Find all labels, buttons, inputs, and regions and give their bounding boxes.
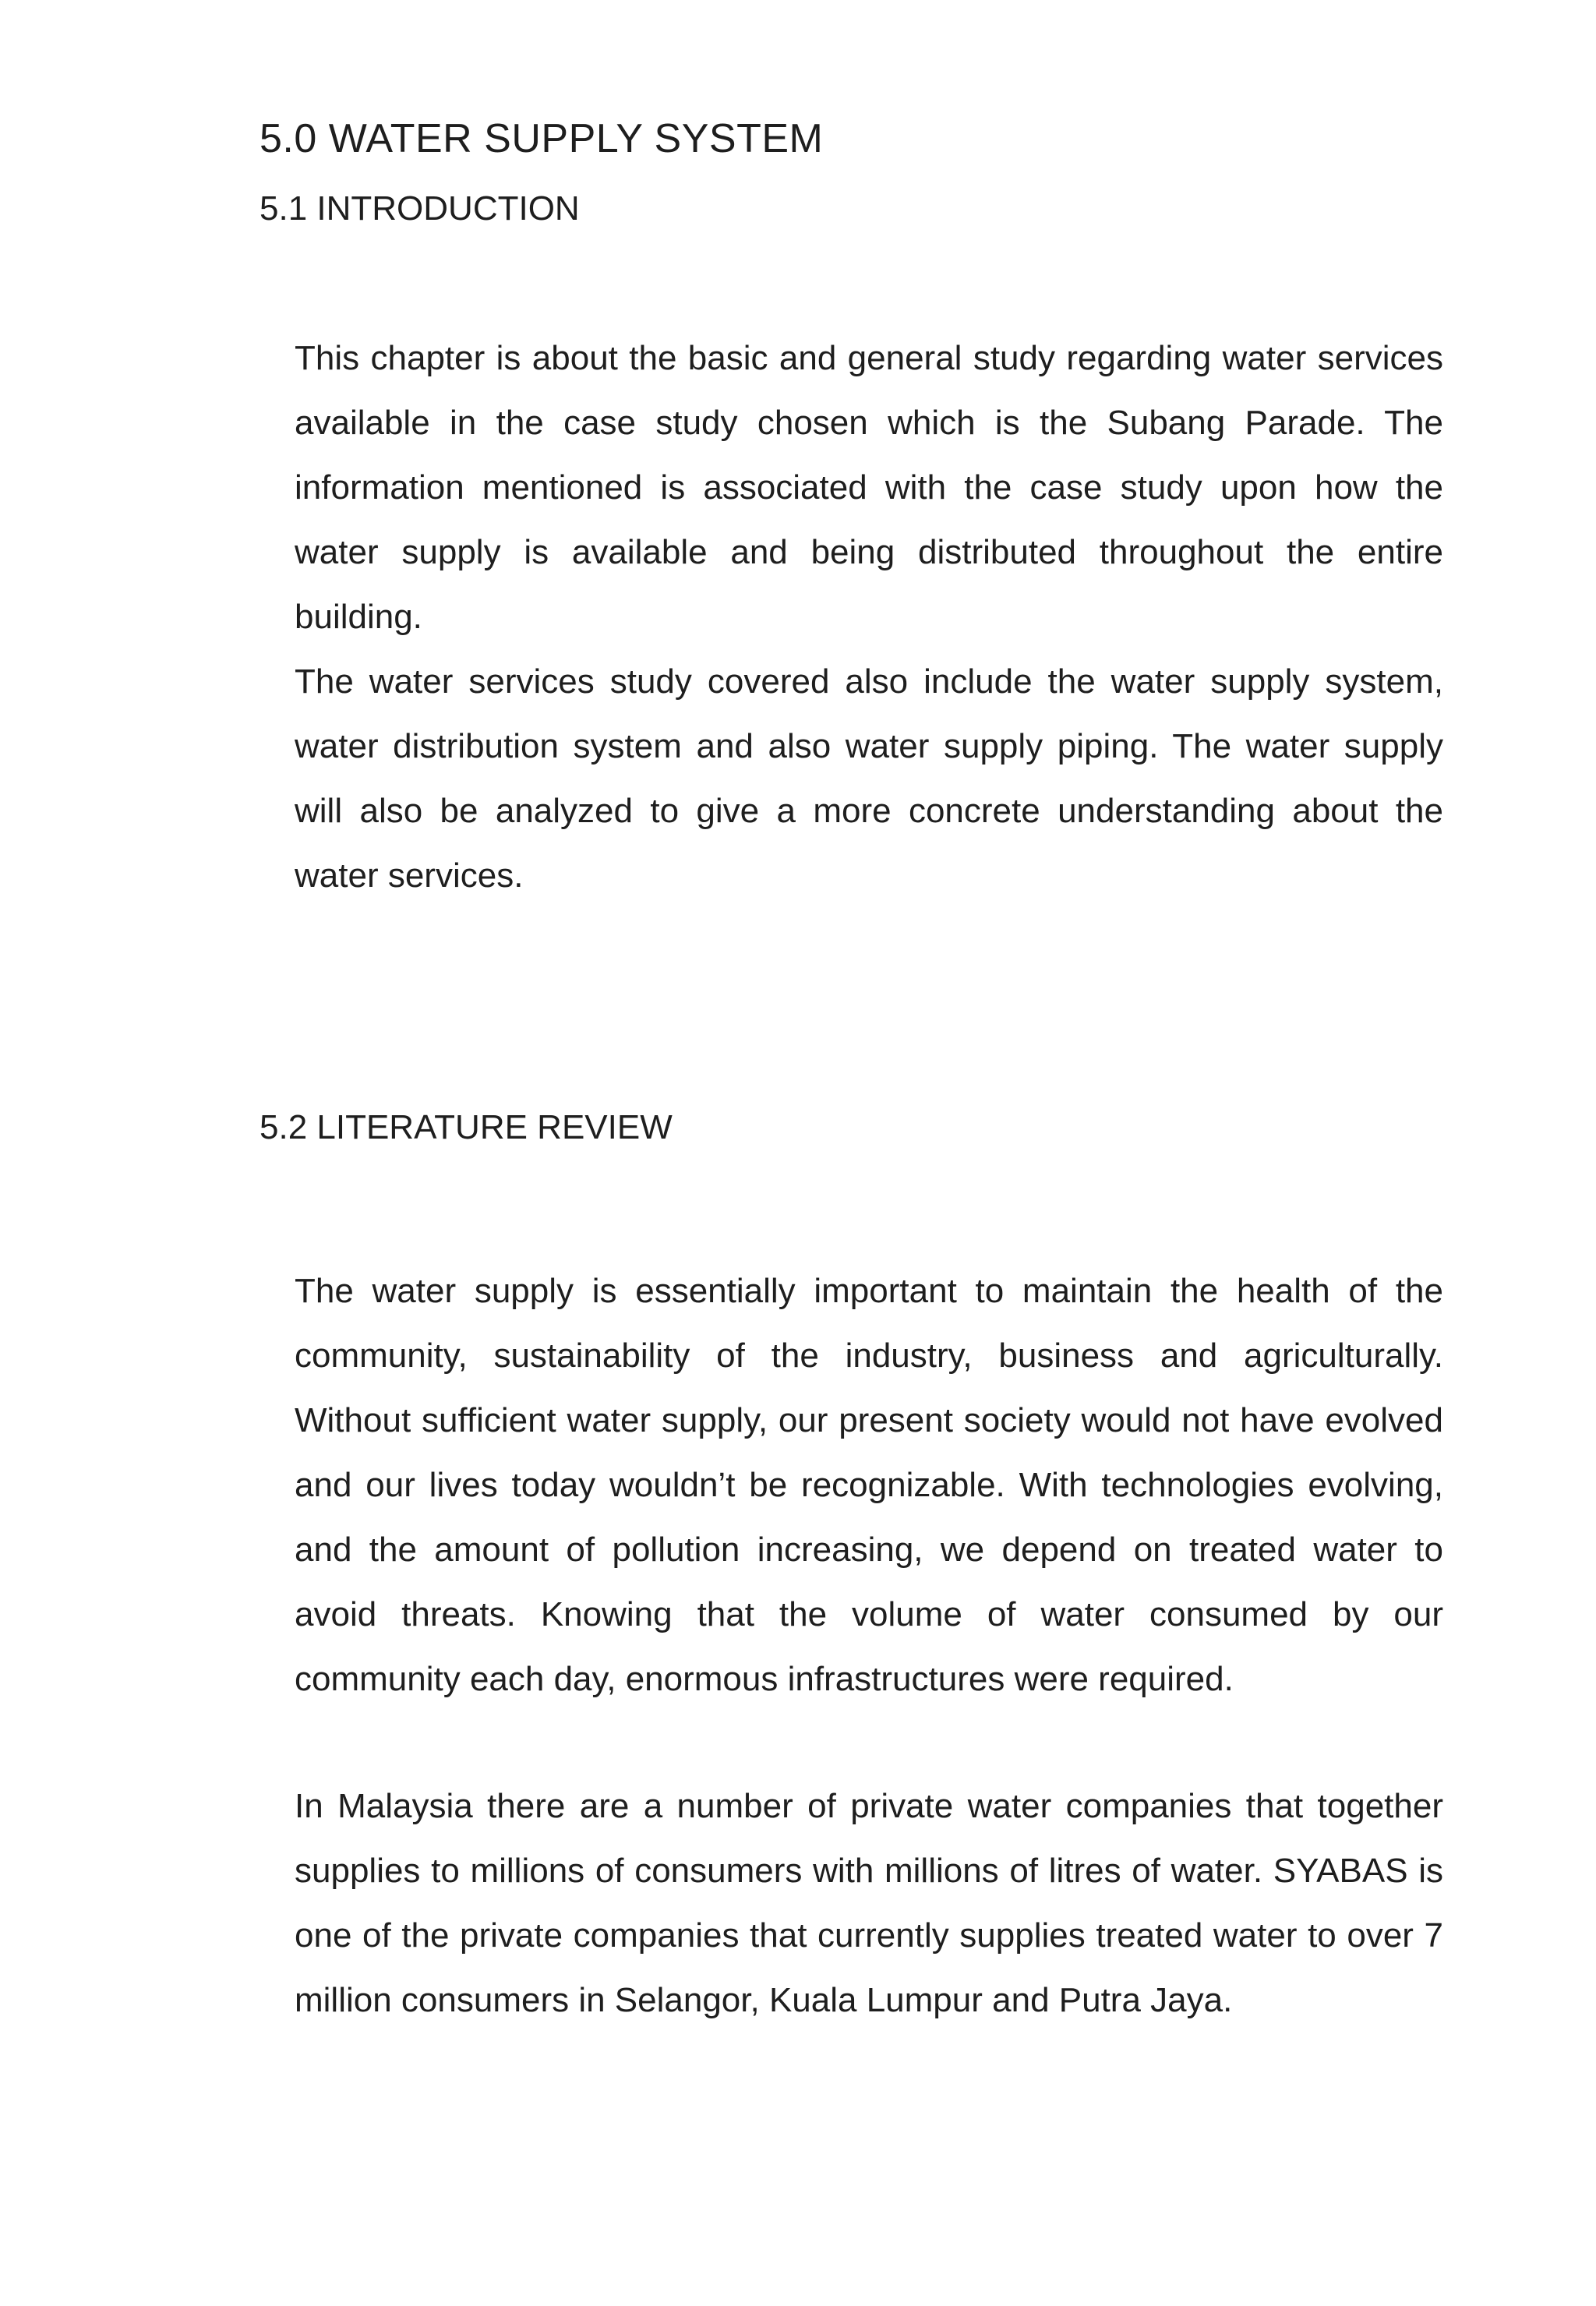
paragraph-spacer	[295, 1711, 1443, 1774]
paragraph: This chapter is about the basic and general study regarding water services available in the case study chosen which is the Subang Parade. The information mentioned is associated with the case study upon how the water supply is available and being distributed throughout the entire building.	[295, 339, 1443, 636]
literature-review-body	[295, 1259, 1443, 2032]
section-heading-introduction: 5.1 INTRODUCTION	[260, 189, 580, 228]
introduction-body	[295, 326, 1443, 908]
paragraph: The water supply is essentially important to maintain the health of the community, sustainability of the industry, business and agriculturally. Without sufficient water supply, our present society would not have evolved and our lives today wouldn’t be recognizable. With technologies evolving, and the amount of pollution increasing, we depend on treated water to avoid threats. Knowing that the volume of water consumed by our community each day, enormous infrastructures were required.	[295, 1272, 1443, 1698]
paragraph: The water services study covered also include the water supply system, water distribution system and also water supply piping. The water supply will also be analyzed to give a more concrete understanding about the water services.	[295, 662, 1443, 895]
paragraph: In Malaysia there are a number of private water companies that together supplies to millions of consumers with millions of litres of water. SYABAS is one of the private companies that currently supplies treated water to over 7 million consumers in Selangor, Kuala Lumpur and Putra Jaya.	[295, 1787, 1443, 2019]
section-heading-literature-review: 5.2 LITERATURE REVIEW	[260, 1108, 673, 1146]
chapter-title: 5.0 WATER SUPPLY SYSTEM	[260, 116, 824, 161]
